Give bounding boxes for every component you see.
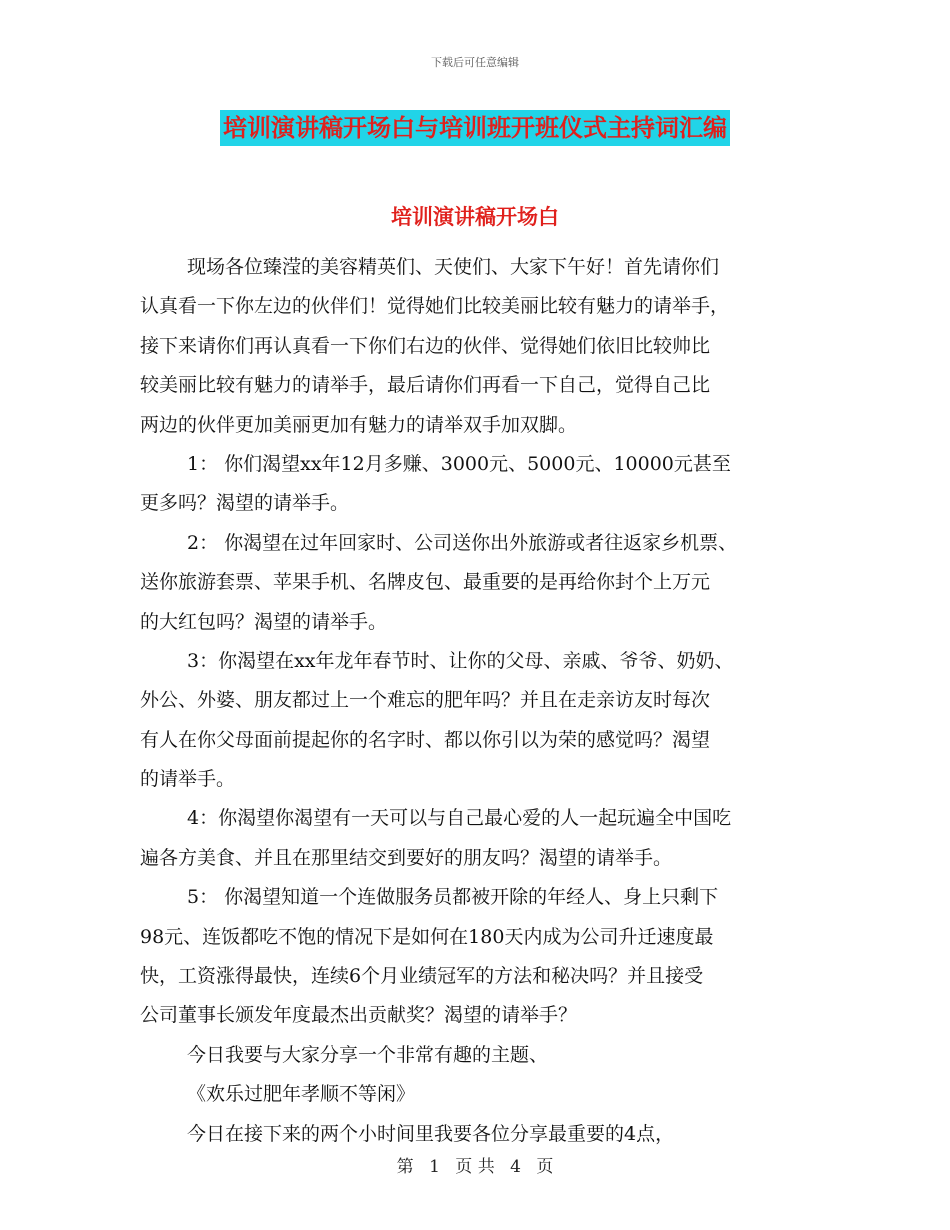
document-title: 培训演讲稿开场白与培训班开班仪式主持词汇编 — [220, 110, 730, 146]
section-title: 培训演讲稿开场白 — [391, 205, 559, 229]
document-title-container — [0, 110, 950, 146]
text-line: 更多吗？渴望的请举手。 — [140, 492, 350, 515]
footer-suffix: 页 — [536, 1157, 554, 1177]
header-note: 下载后可任意编辑 — [431, 56, 519, 69]
text-line: 5： 你渴望知道一个连做服务员都被开除的年经人、身上只剩下 — [187, 886, 719, 909]
page-footer — [0, 1152, 950, 1177]
footer-middle: 页 共 — [455, 1157, 495, 1177]
text-line: 今日在接下来的两个小时间里我要各位分享最重要的4点， — [187, 1122, 675, 1145]
text-line: 《欢乐过肥年孝顺不等闲》 — [187, 1083, 416, 1106]
text-line: 公司董事长颁发年度最杰出贡献奖？渴望的请举手？ — [140, 1004, 578, 1027]
text-line: 外公、外婆、朋友都过上一个难忘的肥年吗？并且在走亲访友时每次 — [140, 689, 711, 712]
text-line: 认真看一下你左边的伙伴们！觉得她们比较美丽比较有魅力的请举手， — [140, 295, 730, 318]
text-line: 3：你渴望在xx年龙年春节时、让你的父母、亲戚、爷爷、奶奶、 — [187, 649, 734, 672]
text-line: 1： 你们渴望xx年12月多赚、3000元、5000元、10000元甚至 — [187, 452, 731, 475]
text-line: 接下来请你们再认真看一下你们右边的伙伴、觉得她们依旧比较帅比 — [140, 334, 711, 357]
text-line: 遍各方美食、并且在那里结交到要好的朋友吗？渴望的请举手。 — [140, 846, 673, 869]
text-line: 今日我要与大家分享一个非常有趣的主题、 — [187, 1043, 549, 1066]
text-line: 较美丽比较有魅力的请举手，最后请你们再看一下自己，觉得自己比 — [140, 374, 711, 397]
text-line: 快，工资涨得最快，连续6个月业绩冠军的方法和秘决吗？并且接受 — [140, 965, 704, 988]
text-line: 送你旅游套票、苹果手机、名牌皮包、最重要的是再给你封个上万元 — [140, 571, 711, 594]
text-line: 98元、连饭都吃不饱的情况下是如何在180天内成为公司升迁速度最 — [140, 925, 714, 948]
text-line: 有人在你父母面前提起你的名字时、都以你引以为荣的感觉吗？渴望 — [140, 728, 711, 751]
text-line: 的大红包吗？渴望的请举手。 — [140, 610, 388, 633]
document-body — [140, 248, 830, 1154]
body-text-block — [140, 248, 830, 1154]
current-page-number: 1 — [429, 1157, 440, 1177]
text-line: 的请举手。 — [140, 768, 236, 791]
text-line: 2： 你渴望在过年回家时、公司送你出外旅游或者往返家乡机票、 — [187, 531, 738, 554]
footer-prefix: 第 — [396, 1157, 414, 1177]
total-pages-number: 4 — [510, 1157, 521, 1177]
text-line: 现场各位臻滢的美容精英们、天使们、大家下午好！首先请你们 — [187, 256, 720, 278]
text-line: 两边的伙伴更加美丽更加有魅力的请举双手加双脚。 — [140, 413, 578, 436]
text-line: 4：你渴望你渴望有一天可以与自己最心爱的人一起玩遍全中国吃 — [187, 807, 732, 830]
